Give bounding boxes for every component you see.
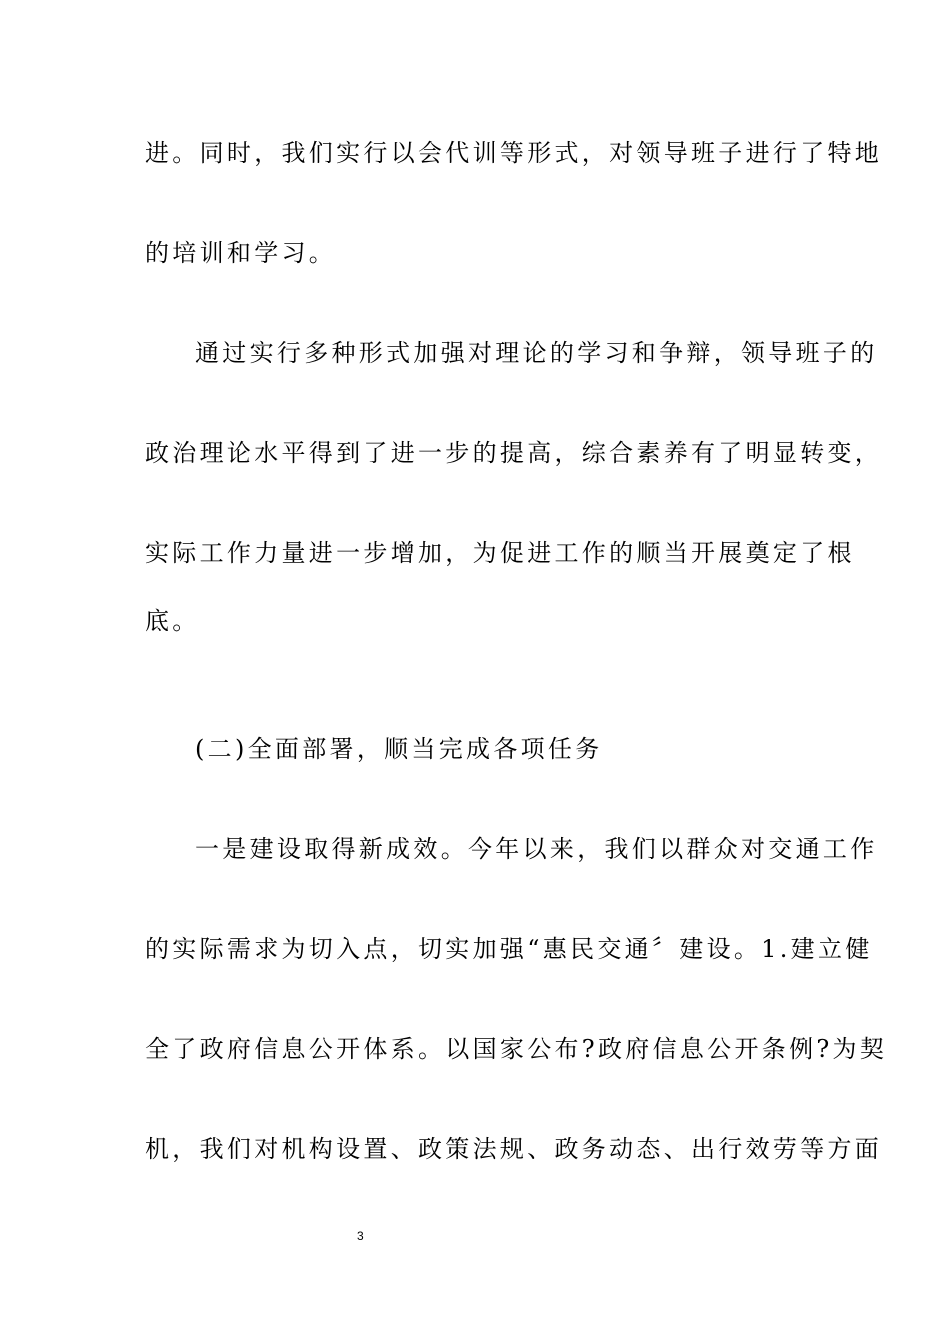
text-line-10: 全了政府信息公开体系。以国家公布?政府信息公开条例?为契 (145, 1035, 888, 1063)
text-line-6: 底。 (145, 607, 200, 635)
page-number: 3 (357, 1229, 364, 1243)
text-line-9: 的实际需求为切入点，切实加强“惠民交通〞建设。1.建立健 (145, 935, 873, 963)
text-line-1: 进。同时，我们实行以会代训等形式，对领导班子进行了特地 (145, 139, 883, 167)
text-line-2: 的培训和学习。 (145, 239, 337, 267)
text-line-11: 机，我们对机构设置、政策法规、政务动态、出行效劳等方面 (145, 1135, 883, 1163)
text-line-4: 政治理论水平得到了进一步的提高，综合素养有了明显转变， (145, 439, 883, 467)
text-line-8: 一是建设取得新成效。今年以来，我们以群众对交通工作 (195, 835, 878, 863)
text-line-5: 实际工作力量进一步增加，为促进工作的顺当开展奠定了根 (145, 539, 855, 567)
section-heading: (二)全面部署，顺当完成各项任务 (195, 735, 603, 763)
text-line-3: 通过实行多种形式加强对理论的学习和争辩，领导班子的 (195, 339, 878, 367)
